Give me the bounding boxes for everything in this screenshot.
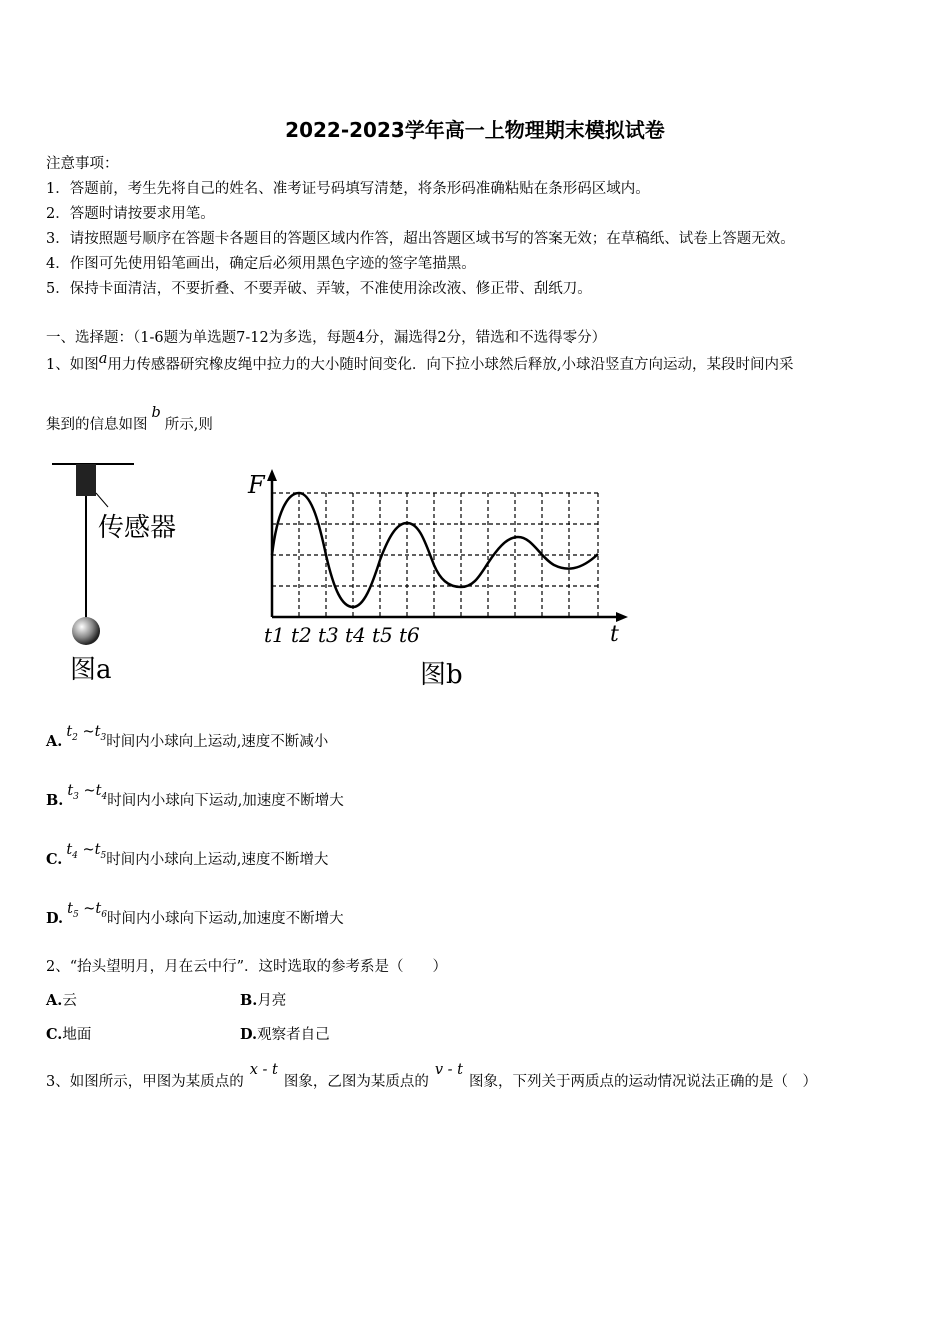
tick-label: t4: [345, 623, 366, 647]
time-interval: $t_4$ $\sim t_5$: [66, 842, 107, 861]
option-text: 月亮: [257, 993, 287, 1009]
q3-stem-part: 图象，乙图为某质点的: [283, 1074, 429, 1090]
option-label: A.: [46, 992, 63, 1009]
ball: [72, 617, 100, 645]
q1-stem-line2: [46, 405, 213, 434]
figure-b-ref: b: [151, 405, 161, 421]
option-text: 地面: [62, 1027, 92, 1043]
q1-option-b[interactable]: [46, 783, 344, 812]
xt-symbol: x - t: [249, 1062, 278, 1078]
tick-label: t5: [372, 623, 393, 647]
option-label: D.: [46, 910, 64, 927]
option-text: 观察者自己: [257, 1027, 330, 1043]
q2-option-c[interactable]: [46, 1023, 91, 1044]
sensor-label: 传感器: [98, 513, 177, 543]
option-label: C.: [46, 851, 63, 868]
note-item-4: 4．作图可先使用铅笔画出，确定后必须用黑色字迹的签字笔描黑。: [46, 256, 476, 272]
option-text: 云: [62, 993, 77, 1009]
tick-label: t6: [399, 623, 420, 647]
note-item-3: 3．请按照题号顺序在答题卡各题目的答题区域内作答，超出答题区域书写的答案无效；在草稿纸、试卷上答题无效。: [46, 231, 795, 247]
q1-stem-part: 用力传感器研究橡皮绳中拉力的大小随时间变化．向下拉小球然后释放,小球沿竖直方向运动，某段时间内采: [107, 357, 794, 373]
time-interval: $t_5$ $\sim t_6$: [67, 901, 107, 920]
q1-option-a[interactable]: [46, 724, 329, 753]
q3-stem-part: 图象，下列关于两质点的运动情况说法正确的是（ ）: [469, 1074, 817, 1090]
force-curve: [272, 493, 598, 607]
figure-b: [240, 465, 640, 690]
vt-symbol: v - t: [434, 1062, 463, 1078]
time-interval: $t_3$ $\sim t_4$: [67, 783, 108, 802]
figure-a-caption: 图a: [70, 655, 112, 685]
q1-stem-line1: [46, 353, 794, 374]
q3-stem-part: 3、如图所示，甲图为某质点的: [46, 1074, 244, 1090]
section-heading: 一、选择题：（1-6题为单选题7-12为多选，每题4分，漏选得2分，错选和不选得零分）: [46, 330, 607, 346]
option-label: B.: [240, 992, 258, 1009]
option-text: 时间内小球向下运动,加速度不断增大: [107, 793, 344, 809]
t-axis-label: t: [610, 622, 619, 647]
note-item-5: 5．保持卡面清洁，不要折叠、不要弄破、弄皱，不准使用涂改液、修正带、刮纸刀。: [46, 281, 592, 297]
option-label: A.: [46, 733, 63, 750]
page-title: 2022-2023学年高一上物理期末模拟试卷: [285, 118, 665, 142]
f-axis-label: F: [248, 471, 265, 499]
q2-option-a[interactable]: [46, 989, 77, 1010]
notes-heading: 注意事项：: [46, 156, 119, 172]
note-item-2: 2．答题时请按要求用笔。: [46, 206, 215, 222]
q1-stem-part: 1、如图: [46, 357, 99, 373]
note-item-1: 1．答题前，考生先将自己的姓名、准考证号码填写清楚，将条形码准确粘贴在条形码区域内。: [46, 181, 650, 197]
figure-b-caption: 图b: [420, 660, 463, 690]
q2-stem: 2、“抬头望明月，月在云中行”．这时选取的参考系是（ ）: [46, 959, 448, 975]
figure-a: [44, 455, 194, 690]
option-label: D.: [240, 1026, 258, 1043]
q1-option-d[interactable]: [46, 901, 344, 930]
q1-option-c[interactable]: [46, 842, 329, 871]
q2-option-d[interactable]: [240, 1023, 330, 1044]
q3-stem: [46, 1062, 817, 1091]
option-text: 时间内小球向上运动,速度不断增大: [106, 852, 329, 868]
q1-stem-part: 集到的信息如图: [46, 417, 148, 433]
option-text: 时间内小球向上运动,速度不断减小: [106, 734, 329, 750]
tick-label: t2: [291, 623, 312, 647]
option-label: C.: [46, 1026, 63, 1043]
q2-option-b[interactable]: [240, 989, 286, 1010]
option-label: B.: [46, 792, 64, 809]
option-text: 时间内小球向下运动,加速度不断增大: [107, 911, 344, 927]
figure-a-ref: a: [98, 351, 108, 367]
tick-label: t1: [264, 623, 285, 647]
tick-label: t3: [318, 623, 339, 647]
time-interval: $t_2$ $\sim t_3$: [66, 724, 107, 743]
q1-stem-part: 所示,则: [164, 417, 213, 433]
